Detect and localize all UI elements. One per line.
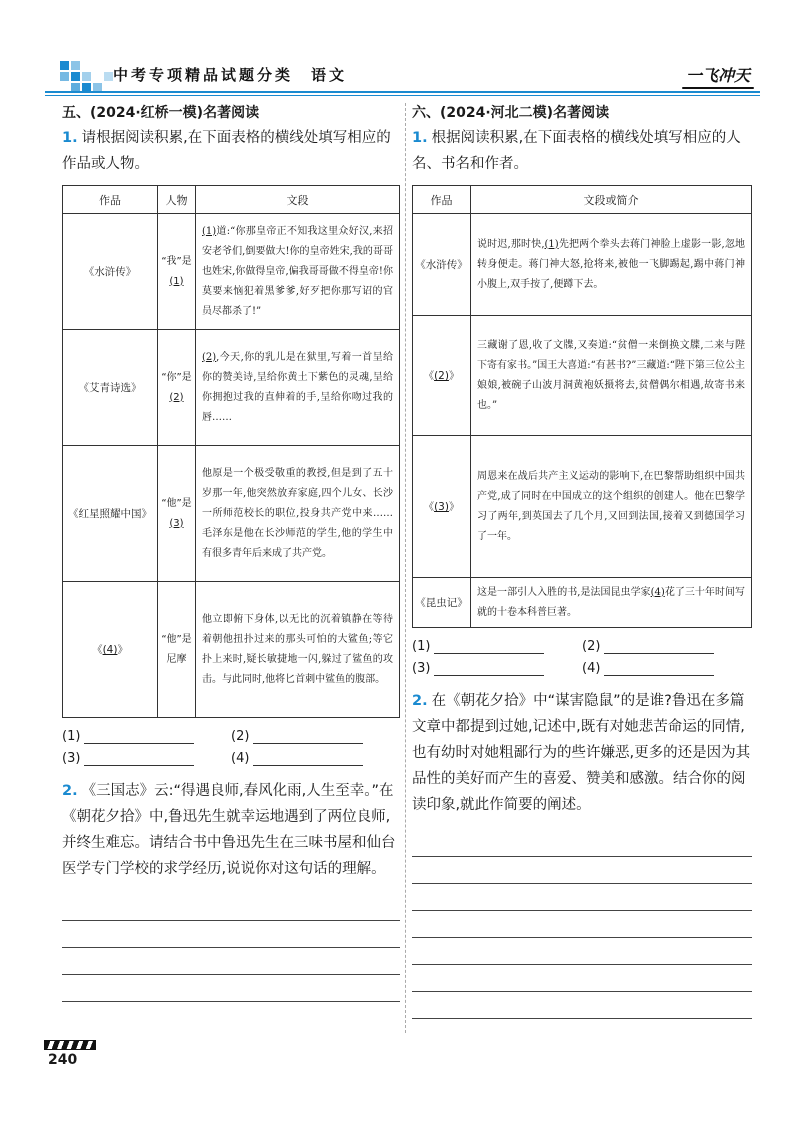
column-header: 文段 xyxy=(196,186,400,214)
page-number: 240 xyxy=(48,1052,78,1068)
passage-blank[interactable]: (1) xyxy=(202,225,217,237)
question-text: 请根据阅读积累,在下面表格的横线处填写相应的作品或人物。 xyxy=(62,130,391,172)
answer-blank[interactable]: (4) xyxy=(582,660,752,676)
question-number: 1. xyxy=(62,130,78,146)
answer-blank[interactable]: (1) xyxy=(412,638,582,654)
header-rule-thin xyxy=(45,95,760,96)
table-row xyxy=(413,578,752,628)
person-prefix: “你”是 xyxy=(161,371,192,383)
person-prefix: “他”是 xyxy=(161,497,192,509)
page-header xyxy=(45,55,760,95)
passage-blank[interactable]: (2) xyxy=(202,351,217,363)
table-row xyxy=(413,436,752,578)
column-header: 作品 xyxy=(63,186,158,214)
work-blank[interactable]: (2) xyxy=(434,370,449,382)
left-column xyxy=(62,103,400,1002)
table-row xyxy=(413,316,752,436)
person-blank[interactable]: (3) xyxy=(169,517,184,529)
question-number: 1. xyxy=(412,130,428,146)
question-number: 2. xyxy=(62,783,78,799)
answer-area[interactable] xyxy=(62,894,400,1002)
question-1 xyxy=(412,125,752,177)
question-1 xyxy=(62,125,400,177)
question-2 xyxy=(412,688,752,818)
question-text: 《三国志》云:“得遇良师,春风化雨,人生至幸。”在《朝花夕拾》中,鲁迅先生就幸运地遇到了两位良师,并终生难忘。请结合书中鲁迅先生在三味书屋和仙台医学专门学校的求学经历,说说你对这句话的理解。 xyxy=(62,783,396,877)
passage-cell: 说时迟,那时快,(1)先把两个拳头去蒋门神脸上虚影一影,忽地转身便走。蒋门神大怒,抢将来,被他一飞脚踢起,踢中蒋门神小腹上,双手按了,便蹲下去。 xyxy=(471,214,752,316)
person-cell xyxy=(158,214,196,330)
passage-cell: 他立即俯下身体,以无比的沉着镇静在等待着朝他扭扑过来的那头可怕的大鲨鱼;等它扑上来时,疑长敏捷地一闪,躲过了鲨鱼的攻击。与此同时,他将匕首刺中鲨鱼的腹部。 xyxy=(196,582,400,718)
passage-cell xyxy=(196,214,400,330)
reading-table xyxy=(412,185,752,628)
question-2 xyxy=(62,778,400,882)
passage-text: 道:“你那皇帝正不知我这里众好汉,来招安老爷们,倒要做大!你的皇帝姓宋,我的哥哥也姓宋,你做得皇帝,偏我哥哥做不得皇帝!你莫要来恼犯着黑爹爹,好歹把你那写诏的官员尽都杀了!” xyxy=(202,225,393,317)
header-title: 中考专项精品试题分类 语文 xyxy=(113,66,348,84)
work-blank[interactable]: (3) xyxy=(434,501,449,513)
work-cell: 《水浒传》 xyxy=(63,214,158,330)
person-blank[interactable]: (2) xyxy=(169,391,184,403)
person-prefix: “他”是 xyxy=(161,633,192,645)
column-header: 作品 xyxy=(413,186,471,214)
work-cell: 《(4)》 xyxy=(63,582,158,718)
person-cell xyxy=(158,330,196,446)
work-cell: 《(3)》 xyxy=(413,436,471,578)
passage-cell: 他原是一个极受敬重的教授,但是到了五十岁那一年,他突然放弃家庭,四个儿女、长沙一所师范校长的职位,投身共产党中来……毛泽东是他在长沙师范的学生,他的学生中有很多青年后来成了共产党。 xyxy=(196,446,400,582)
page-number-badge xyxy=(44,1040,96,1070)
passage-blank[interactable]: (4) xyxy=(650,586,665,598)
person-prefix: “我”是 xyxy=(161,255,192,267)
table-header-row xyxy=(63,186,400,214)
question-text: 根据阅读积累,在下面表格的横线处填写相应的人名、书名和作者。 xyxy=(412,130,741,172)
passage-cell xyxy=(196,330,400,446)
section-title-5: 五、(2024·红桥一模)名著阅读 xyxy=(62,105,260,121)
person-name: 尼摩 xyxy=(166,653,187,665)
right-column xyxy=(412,103,752,1019)
answer-blank[interactable]: (1) xyxy=(62,728,231,744)
question-text: 在《朝花夕拾》中“谋害隐鼠”的是谁?鲁迅在多篇文章中都提到过她,记述中,既有对她悲苦命运的同情,也有幼时对她粗鄙行为的些许嫌恶,更多的还是因为其品性的美好而产生的喜爱、赞美和感激。结合你的阅读印象,就此作简要的阐述。 xyxy=(412,693,751,813)
table-row xyxy=(63,582,400,718)
answer-blank[interactable]: (3) xyxy=(412,660,582,676)
answer-area[interactable] xyxy=(412,830,752,1019)
work-cell: 《水浒传》 xyxy=(413,214,471,316)
person-cell xyxy=(158,582,196,718)
section-title-6: 六、(2024·河北二模)名著阅读 xyxy=(412,105,610,121)
reading-table xyxy=(62,185,400,718)
answer-blanks xyxy=(412,638,752,676)
passage-cell: 这是一部引人入胜的书,是法国昆虫学家(4)花了三十年时间写就的十卷本科普巨著。 xyxy=(471,578,752,628)
page-number-decoration xyxy=(44,1040,96,1050)
question-number: 2. xyxy=(412,693,428,709)
work-cell: 《艾青诗选》 xyxy=(63,330,158,446)
header-rule xyxy=(45,91,760,93)
person-blank[interactable]: (1) xyxy=(169,275,184,287)
answer-blank[interactable]: (2) xyxy=(582,638,752,654)
column-header: 文段或简介 xyxy=(471,186,752,214)
passage-cell: 三藏谢了恩,收了文牒,又奏道:“贫僧一来倒换文牒,二来与陛下寄有家书。”国王大喜道:“有甚书?”三藏道:“陛下第三位公主娘娘,被碗子山波月洞黄袍妖摄将去,贫僧偶尔相遇,故寄书来也。” xyxy=(471,316,752,436)
table-row xyxy=(63,446,400,582)
answer-blanks xyxy=(62,728,400,766)
work-cell: 《昆虫记》 xyxy=(413,578,471,628)
table-row xyxy=(413,214,752,316)
passage-cell: 周恩来在战后共产主义运动的影响下,在巴黎帮助组织中国共产党,成了同时在中国成立的这个组织的创建人。他在巴黎学习了两年,到英国去了几个月,又回到法国,接着又到德国学习了一年。 xyxy=(471,436,752,578)
answer-blank[interactable]: (2) xyxy=(231,728,400,744)
passage-blank[interactable]: (1) xyxy=(544,238,559,250)
passage-text: ,今天,你的乳儿是在狱里,写着一首呈给你的赞美诗,呈给你黄土下紫色的灵魂,呈给你拥抱过我的直伸着的手,呈给你吻过我的唇…… xyxy=(202,351,393,423)
column-divider xyxy=(405,103,406,1033)
work-cell: 《(2)》 xyxy=(413,316,471,436)
answer-blank[interactable]: (4) xyxy=(231,750,400,766)
table-row xyxy=(63,214,400,330)
work-blank[interactable]: (4) xyxy=(102,644,118,656)
work-cell: 《红星照耀中国》 xyxy=(63,446,158,582)
person-cell xyxy=(158,446,196,582)
column-header: 人物 xyxy=(158,186,196,214)
table-row xyxy=(63,330,400,446)
table-header-row xyxy=(413,186,752,214)
answer-blank[interactable]: (3) xyxy=(62,750,231,766)
header-brand-logo: 一飞冲天 xyxy=(686,63,750,86)
